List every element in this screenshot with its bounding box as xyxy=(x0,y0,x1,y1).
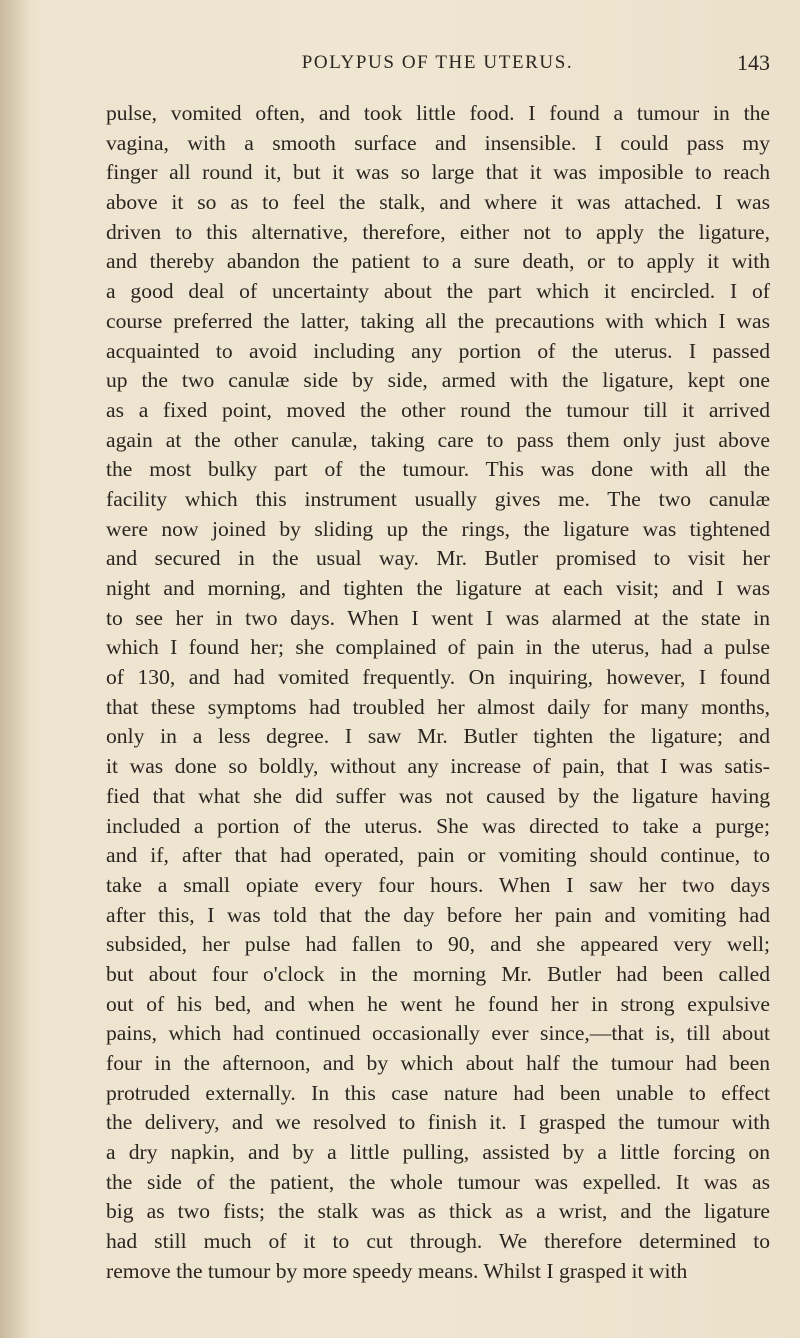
page-number: 143 xyxy=(737,50,770,75)
text-line: pains, which had continued occasionally ever since,—that is, till about xyxy=(106,1021,770,1046)
text-line: acquainted to avoid including any portion of the uterus. I passed xyxy=(106,338,770,363)
text-line: subsided, her pulse had fallen to 90, and she appeared very well; xyxy=(106,932,770,957)
text-line: of 130, and had vomited frequently. On inquiring, however, I found xyxy=(106,665,770,690)
text-line: out of his bed, and when he went he found her in strong expulsive xyxy=(106,991,770,1016)
text-line: and secured in the usual way. Mr. Butler promised to visit her xyxy=(106,546,770,571)
text-line: night and morning, and tighten the ligature at each visit; and I was xyxy=(106,576,770,600)
text-line: were now joined by sliding up the rings, the ligature was tightened xyxy=(106,516,770,541)
text-line: fied that what she did suffer was not caused by the ligature having xyxy=(106,783,770,808)
text-line: again at the other canulæ, taking care to pass them only just above xyxy=(106,427,770,452)
text-line: and thereby abandon the patient to a sure death, or to apply it with xyxy=(106,249,770,274)
text-line: big as two fists; the stalk was as thick as a wrist, and the ligature xyxy=(106,1199,770,1224)
body-text xyxy=(106,99,770,1287)
text-line: included a portion of the uterus. She was directed to take a purge; xyxy=(106,813,770,838)
text-line: pulse, vomited often, and took little food. I found a tumour in the xyxy=(106,101,770,125)
text-line: the delivery, and we resolved to finish it. I grasped the tumour with xyxy=(106,1110,770,1135)
text-line: protruded externally. In this case nature had been unable to effect xyxy=(106,1080,770,1105)
text-line: that these symptoms had troubled her almost daily for many months, xyxy=(106,694,770,719)
text-line: only in a less degree. I saw Mr. Butler tighten the ligature; and xyxy=(106,724,770,749)
text-line: facility which this instrument usually gives me. The two canulæ xyxy=(106,486,770,511)
text-line: after this, I was told that the day before her pain and vomiting had xyxy=(106,902,770,927)
text-line: the side of the patient, the whole tumour was expelled. It was as xyxy=(106,1169,770,1194)
text-line: up the two canulæ side by side, armed with the ligature, kept one xyxy=(106,368,770,393)
text-line: which I found her; she complained of pain in the uterus, had a pulse xyxy=(106,635,770,660)
text-line: a good deal of uncertainty about the part which it encircled. I of xyxy=(106,279,770,304)
text-line: take a small opiate every four hours. When I saw her two days xyxy=(106,872,770,897)
text-line: but about four o'clock in the morning Mr. Butler had been called xyxy=(106,961,770,986)
text-line: the most bulky part of the tumour. This was done with all the xyxy=(106,457,770,482)
text-line: to see her in two days. When I went I was alarmed at the state in xyxy=(106,605,770,630)
text-line: a dry napkin, and by a little pulling, assisted by a little forcing on xyxy=(106,1140,770,1165)
text-line: driven to this alternative, therefore, either not to apply the ligature, xyxy=(106,219,770,244)
text-line: vagina, with a smooth surface and insensible. I could pass my xyxy=(106,130,770,155)
running-title: POLYPUS OF THE UTERUS. xyxy=(301,52,574,73)
text-line: course preferred the latter, taking all the precautions with which I was xyxy=(106,308,770,333)
text-line: had still much of it to cut through. We therefore determined to xyxy=(106,1229,770,1254)
text-line: above it so as to feel the stalk, and where it was attached. I was xyxy=(106,190,770,215)
text-line: finger all round it, but it was so large that it was imposible to reach xyxy=(106,160,770,185)
text-line: it was done so boldly, without any increase of pain, that I was satis- xyxy=(106,754,770,779)
text-line: remove the tumour by more speedy means. Whilst I grasped it with xyxy=(106,1258,688,1283)
text-line: four in the afternoon, and by which about half the tumour had been xyxy=(106,1051,770,1075)
gutter-shadow xyxy=(0,0,30,1338)
text-line: as a fixed point, moved the other round the tumour till it arrived xyxy=(106,397,770,422)
text-line: and if, after that had operated, pain or vomiting should continue, to xyxy=(106,843,770,868)
running-head xyxy=(105,52,770,78)
